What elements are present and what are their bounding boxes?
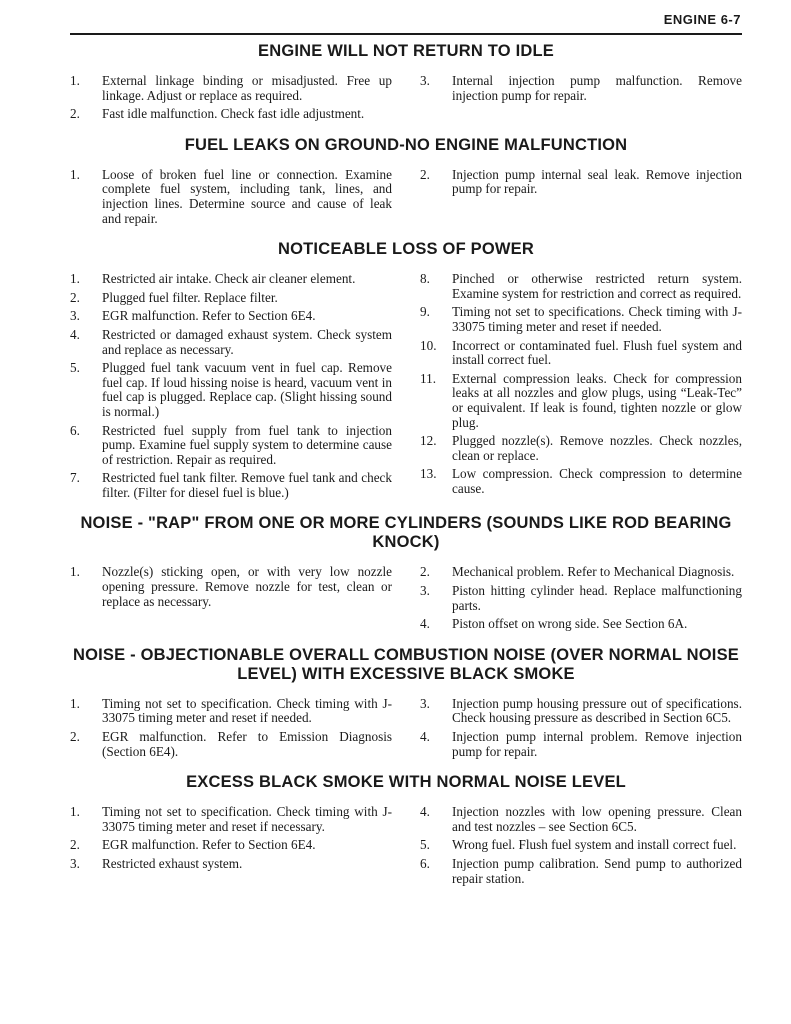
- item-text: Timing not set to specifications. Check timing with J-33075 timing meter and reset if needed.: [452, 304, 742, 334]
- item-number: 2.: [70, 289, 80, 305]
- list-item: [420, 467, 742, 496]
- item-text: Loose of broken fuel line or connection. Examine complete fuel system, including tank, lines, and injection lines. Determine source and cause of leak and repair.: [102, 166, 392, 226]
- troubleshooting-section: [70, 773, 742, 890]
- list-item: [420, 857, 742, 886]
- list-item: [70, 291, 392, 306]
- item-number: 4.: [420, 616, 430, 632]
- item-number: 6.: [70, 422, 80, 438]
- list-item: [70, 857, 392, 872]
- list-item: [420, 74, 742, 103]
- section-columns: [70, 272, 742, 504]
- troubleshooting-section: [70, 42, 742, 126]
- item-number: 2.: [70, 837, 80, 853]
- item-text: Timing not set to specification. Check timing with J-33075 timing meter and reset if needed.: [102, 695, 392, 726]
- item-text: Injection pump internal seal leak. Remove injection pump for repair.: [452, 166, 742, 197]
- section-title: ENGINE WILL NOT RETURN TO IDLE: [258, 42, 554, 60]
- item-number: 5.: [70, 360, 80, 376]
- item-text: External compression leaks. Check for compression leaks at all nozzles and glow plugs, using “Leak-Tec” or equivalent. If leak is found, tighten nozzle or glow plug.: [452, 370, 742, 430]
- left-column: [70, 74, 392, 126]
- list-item: [70, 697, 392, 726]
- item-number: 5.: [420, 837, 430, 853]
- list-item: [420, 584, 742, 613]
- item-number: 9.: [420, 304, 430, 320]
- item-number: 7.: [70, 470, 80, 486]
- left-column: [70, 565, 392, 635]
- list-item: [420, 617, 742, 632]
- item-text: Restricted fuel supply from fuel tank to injection pump. Examine fuel supply system to determine cause of restriction. Repair as required.: [102, 422, 392, 467]
- item-number: 1.: [70, 73, 80, 88]
- list-item: [70, 424, 392, 468]
- list-item: [70, 730, 392, 759]
- right-column: [420, 805, 742, 890]
- item-text: Pinched or otherwise restricted return system. Examine system for restriction and correct as required.: [452, 271, 742, 301]
- section-title: EXCESS BLACK SMOKE WITH NORMAL NOISE LEVEL: [186, 773, 626, 792]
- right-column: [420, 168, 742, 230]
- item-number: 2.: [420, 564, 430, 580]
- item-text: Incorrect or contaminated fuel. Flush fuel system and install correct fuel.: [452, 337, 742, 368]
- item-text: External linkage binding or misadjusted. Free up linkage. Adjust or replace as required.: [102, 73, 392, 103]
- section-columns: [70, 168, 742, 230]
- item-number: 3.: [70, 308, 80, 324]
- item-number: 1.: [70, 804, 80, 820]
- item-number: 8.: [420, 271, 430, 287]
- item-text: Mechanical problem. Refer to Mechanical Diagnosis.: [452, 564, 735, 580]
- list-item: [70, 74, 392, 103]
- item-number: 3.: [420, 583, 430, 599]
- header-rule: [70, 33, 742, 35]
- list-item: [420, 168, 742, 197]
- list-item: [420, 272, 742, 301]
- item-text: EGR malfunction. Refer to Emission Diagnosis (Section 6E4).: [102, 729, 392, 759]
- item-text: Restricted air intake. Check air cleaner element.: [102, 271, 356, 287]
- left-column: [70, 168, 392, 230]
- item-number: 2.: [420, 166, 430, 182]
- list-item: [70, 805, 392, 834]
- item-number: 1.: [70, 166, 80, 182]
- troubleshooting-section: [70, 514, 742, 635]
- item-text: Injection nozzles with low opening pressure. Clean and test nozzles – see Section 6C5.: [452, 804, 742, 834]
- item-number: 2.: [70, 106, 80, 122]
- list-item: [70, 361, 392, 419]
- item-number: 3.: [420, 695, 430, 711]
- troubleshooting-section: [70, 646, 742, 763]
- item-text: Plugged fuel filter. Replace filter.: [102, 289, 278, 305]
- item-number: 4.: [420, 804, 430, 820]
- item-text: Injection pump internal problem. Remove injection pump for repair.: [452, 729, 742, 759]
- section-title: FUEL LEAKS ON GROUND-NO ENGINE MALFUNCTION: [184, 135, 628, 154]
- list-item: [70, 838, 392, 853]
- item-text: Restricted exhaust system.: [102, 856, 243, 871]
- item-number: 1.: [70, 271, 80, 287]
- item-text: Plugged nozzle(s). Remove nozzles. Check nozzles, clean or replace.: [452, 433, 742, 463]
- left-column: [70, 805, 392, 890]
- list-item: [420, 838, 742, 853]
- section-title: NOISE - OBJECTIONABLE OVERALL COMBUSTION NOISE (OVER NORMAL NOISE LEVEL) WITH EXCESSIVE BLACK SMOKE: [72, 645, 740, 683]
- section-columns: [70, 565, 742, 635]
- item-number: 11.: [420, 370, 436, 386]
- list-item: [70, 471, 392, 500]
- list-item: [420, 372, 742, 430]
- item-text: Timing not set to specification. Check timing with J-33075 timing meter and reset if necessary.: [102, 804, 392, 834]
- list-item: [420, 730, 742, 759]
- list-item: [420, 305, 742, 334]
- right-column: [420, 565, 742, 635]
- section-columns: [70, 74, 742, 126]
- list-item: [70, 328, 392, 357]
- page-header: ENGINE 6-7: [663, 12, 741, 27]
- section-title: NOISE - "RAP" FROM ONE OR MORE CYLINDERS (SOUNDS LIKE ROD BEARING KNOCK): [80, 514, 732, 552]
- item-number: 1.: [70, 564, 80, 580]
- list-item: [420, 697, 742, 726]
- list-item: [70, 565, 392, 609]
- list-item: [70, 272, 392, 287]
- list-item: [420, 339, 742, 368]
- list-item: [420, 565, 742, 580]
- item-text: EGR malfunction. Refer to Section 6E4.: [102, 837, 316, 853]
- item-text: Internal injection pump malfunction. Remove injection pump for repair.: [452, 73, 742, 103]
- section-title: NOTICEABLE LOSS OF POWER: [278, 240, 534, 259]
- item-number: 3.: [70, 856, 80, 871]
- item-number: 13.: [420, 466, 437, 482]
- item-text: Restricted fuel tank filter. Remove fuel tank and check filter. (Filter for diesel fuel is blue.): [102, 470, 392, 500]
- item-number: 2.: [70, 729, 80, 745]
- item-number: 6.: [420, 856, 430, 871]
- item-text: EGR malfunction. Refer to Section 6E4.: [102, 308, 316, 324]
- list-item: [70, 168, 392, 226]
- section-columns: [70, 805, 742, 890]
- right-column: [420, 697, 742, 763]
- item-text: Nozzle(s) sticking open, or with very low nozzle opening pressure. Remove nozzle for test, clean or replace as necessary.: [102, 564, 392, 609]
- item-text: Fast idle malfunction. Check fast idle adjustment.: [102, 106, 365, 122]
- item-number: 3.: [420, 73, 430, 88]
- right-column: [420, 272, 742, 504]
- item-text: Low compression. Check compression to determine cause.: [452, 466, 742, 496]
- item-number: 10.: [420, 337, 437, 353]
- item-number: 1.: [70, 695, 80, 711]
- item-text: Piston offset on wrong side. See Section 6A.: [452, 616, 688, 632]
- section-columns: [70, 697, 742, 763]
- left-column: [70, 272, 392, 504]
- item-number: 4.: [420, 729, 430, 745]
- right-column: [420, 74, 742, 126]
- list-item: [420, 434, 742, 463]
- item-text: Injection pump calibration. Send pump to authorized repair station.: [452, 856, 742, 886]
- item-text: Piston hitting cylinder head. Replace malfunctioning parts.: [452, 583, 742, 613]
- document-body: [70, 42, 742, 900]
- item-number: 4.: [70, 326, 80, 342]
- left-column: [70, 697, 392, 763]
- item-text: Injection pump housing pressure out of specifications. Check housing pressure as described in Section 6C5.: [452, 695, 742, 726]
- item-text: Wrong fuel. Flush fuel system and install correct fuel.: [452, 837, 737, 853]
- item-number: 12.: [420, 433, 437, 449]
- troubleshooting-section: [70, 240, 742, 504]
- item-text: Restricted or damaged exhaust system. Check system and replace as necessary.: [102, 326, 392, 357]
- list-item: [70, 309, 392, 324]
- list-item: [70, 107, 392, 122]
- troubleshooting-section: [70, 136, 742, 230]
- item-text: Plugged fuel tank vacuum vent in fuel cap. Remove fuel cap. If loud hissing noise is heard, vacuum vent in fuel cap is plugged. Replace cap. (Slight hissing sound is normal.): [102, 360, 392, 419]
- list-item: [420, 805, 742, 834]
